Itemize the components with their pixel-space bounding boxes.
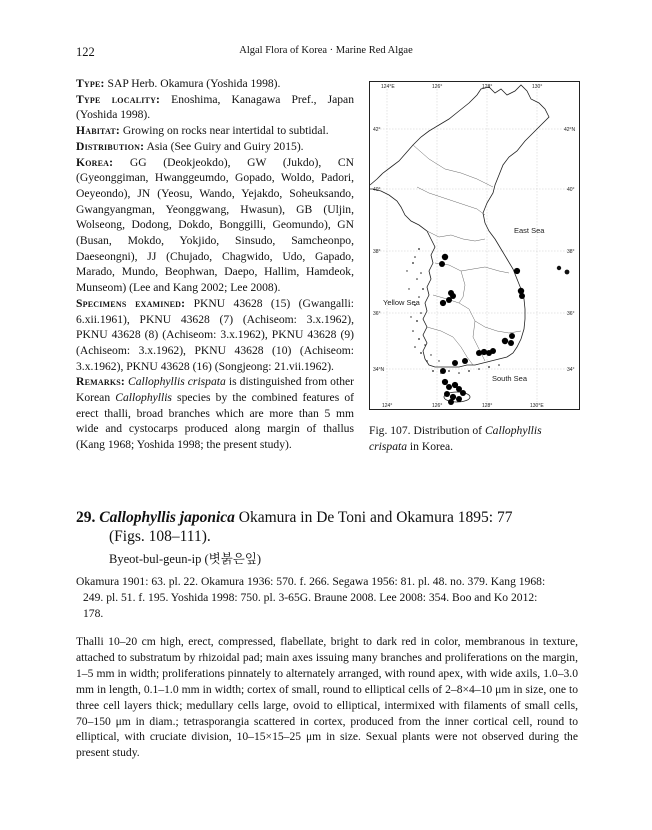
caption-species: Callophyllis crispata xyxy=(369,424,542,453)
habitat-paragraph xyxy=(76,123,354,139)
species-figures: (Figs. 108–111). xyxy=(109,528,211,545)
specimens-paragraph xyxy=(76,296,354,375)
reference-line: 249. pl. 51. f. 195. Yoshida 1998: 750. pl. 3-65G. Braune 2008. Lee 2008: 354. Boo and Ko 2012: xyxy=(83,590,538,604)
specimens-text: PKNU 43628 (15) (Gwangalli: 6.xii.1961), PKNU 43628 (7) (Achiseom: 3.x.1962), PKNU 43628 (8) (Achiseom: 3.x.1962), PKNU 43628 (9) (Achiseom: 3.x.1962), PKNU 43628 (10) (Achiseom: 3.x.1962), PKNU 43628 (16) (Songjeong: 21.vii.1962). xyxy=(76,296,355,373)
korea-label: Korea: xyxy=(76,155,114,169)
korea-distribution-map xyxy=(369,81,580,410)
top-longitude-label: 128° xyxy=(482,84,493,90)
running-header: Algal Flora of Korea · Marine Red Algae xyxy=(239,45,413,56)
bottom-longitude-label: 124° xyxy=(382,403,393,409)
distribution-label: Distribution: xyxy=(76,139,145,153)
reference-line: 178. xyxy=(83,606,104,620)
type-locality-paragraph xyxy=(76,92,354,123)
right-latitude-label: 38° xyxy=(567,249,575,255)
species-heading xyxy=(76,508,576,546)
right-latitude-label: 40° xyxy=(567,187,575,193)
bottom-longitude-label: 126° xyxy=(432,403,443,409)
bottom-longitude-label: 130°E xyxy=(530,403,544,409)
left-latitude-label: 42° xyxy=(373,127,381,133)
remarks-genus-name: Callophyllis xyxy=(115,391,172,405)
habitat-label: Habitat: xyxy=(76,124,120,138)
type-label: Type: xyxy=(76,77,105,90)
caption-prefix: Fig. 107. Distribution of xyxy=(369,424,485,437)
remarks-paragraph xyxy=(76,374,354,453)
island-marker xyxy=(557,266,561,270)
species-authority: Okamura in De Toni and Okamura 1895: 77 xyxy=(234,509,513,526)
top-longitude-label: 124°E xyxy=(381,84,395,90)
top-longitude-label: 126° xyxy=(432,84,443,90)
left-latitude-label: 34°N xyxy=(373,367,385,373)
reference-line: Okamura 1901: 63. pl. 22. Okamura 1936: 570. f. 266. Segawa 1956: 81. pl. 48. no. 379. Kang 1968: xyxy=(76,575,546,588)
caption-suffix: in Korea. xyxy=(407,440,454,453)
type-text: SAP Herb. Okamura (Yoshida 1998). xyxy=(107,77,281,90)
korea-text: GG (Deokjeokdo), GW (Jukdo), CN (Gyeonggiman, Hwanggeumdo, Gopado, Woldo, Padori, Oeyeondo), JN (Yeosu, Wando, Yejakdo, Soheuksando, Gwangyangman, Yeonggwang, Hwasun), GB (Uljin, Wolseong, Dodong, Dokdo, Bonggilli, Geomundo), GN (Busan, Mokdo, Yokjido, Sinsudo, Samcheonpo, Daeseongni), JJ (Chujado, Chagwido, Udo, Gapado, Marado, Mundo, Beophwan, Daepo, Hallim, Hamdeok, Munseom) (Lee and Kang 2002; Lee 2008). xyxy=(76,155,354,295)
page-number: 122 xyxy=(76,45,95,59)
habitat-text: Growing on rocks near intertidal to subtidal. xyxy=(122,124,329,138)
species-name: Callophyllis japonica xyxy=(99,509,235,526)
left-latitude-label: 40° xyxy=(373,187,381,193)
island-marker xyxy=(565,270,570,275)
yellow-sea-label: Yellow Sea xyxy=(383,298,420,307)
specimens-label: Specimens examined: xyxy=(76,296,186,310)
right-latitude-label: 36° xyxy=(567,311,575,317)
korean-common-name: Byeot-bul-geun-ip (볏붉은잎) xyxy=(109,552,262,566)
east-sea-label: East Sea xyxy=(514,226,545,235)
distribution-text: Asia (See Guiry and Guiry 2015). xyxy=(146,139,304,153)
type-locality-text: Enoshima, Kanagawa Pref., Japan (Yoshida 1998). xyxy=(76,92,354,122)
left-latitude-label: 38° xyxy=(373,249,381,255)
species-details-column xyxy=(76,76,354,453)
figure-caption xyxy=(369,423,581,455)
remarks-species-name: Callophyllis crispata xyxy=(128,375,226,389)
type-locality-label: Type locality: xyxy=(76,92,161,106)
remarks-label: Remarks: xyxy=(76,375,125,389)
bottom-longitude-label: 128° xyxy=(482,403,493,409)
remarks-text-2: species by the combined features of erect thalli, broad branches which are more than 5 mm wide and cystocarps produced along margin of thallus (Kang 1968; Yoshida 1998; the present study). xyxy=(76,391,354,452)
type-paragraph xyxy=(76,76,354,92)
korea-paragraph xyxy=(76,155,354,296)
species-description: Thalli 10–20 cm high, erect, compressed, flabellate, bright to dark red in color, membranous in texture, attached to substratum by rhizoidal pad; main axes issuing many branches and proliferations on the margin, 1–5 mm in width; proliferations pinnately to alternately arranged, with round apex, with wide axils, 1.0–3.0 mm in length, 0.1–1.0 mm in width; cortex of small, round to elliptical cells of 2–8×4–10 μm in size, one to three cell layers thick; medullary cells large, ovoid to elliptical, intermixed with filaments of small cells, 70–150 μm in diam.; tetrasporangia scattered in cortex, produced from the inner cortical cell, round to elliptical, with cruciate division, 10–15×15–25 μm in size. Sexual plants were not observed during the present study. xyxy=(76,635,578,760)
left-latitude-label: 36° xyxy=(373,311,381,317)
species-number: 29. xyxy=(76,509,96,526)
south-sea-label: South Sea xyxy=(492,374,528,383)
right-latitude-label: 42°N xyxy=(564,127,576,133)
distribution-map-figure xyxy=(369,81,580,410)
references xyxy=(76,574,576,621)
right-latitude-label: 34° xyxy=(567,367,575,373)
distribution-paragraph xyxy=(76,139,354,155)
remarks-text-1: is distinguished from other Korean xyxy=(76,375,354,405)
top-longitude-label: 130° xyxy=(532,84,543,90)
